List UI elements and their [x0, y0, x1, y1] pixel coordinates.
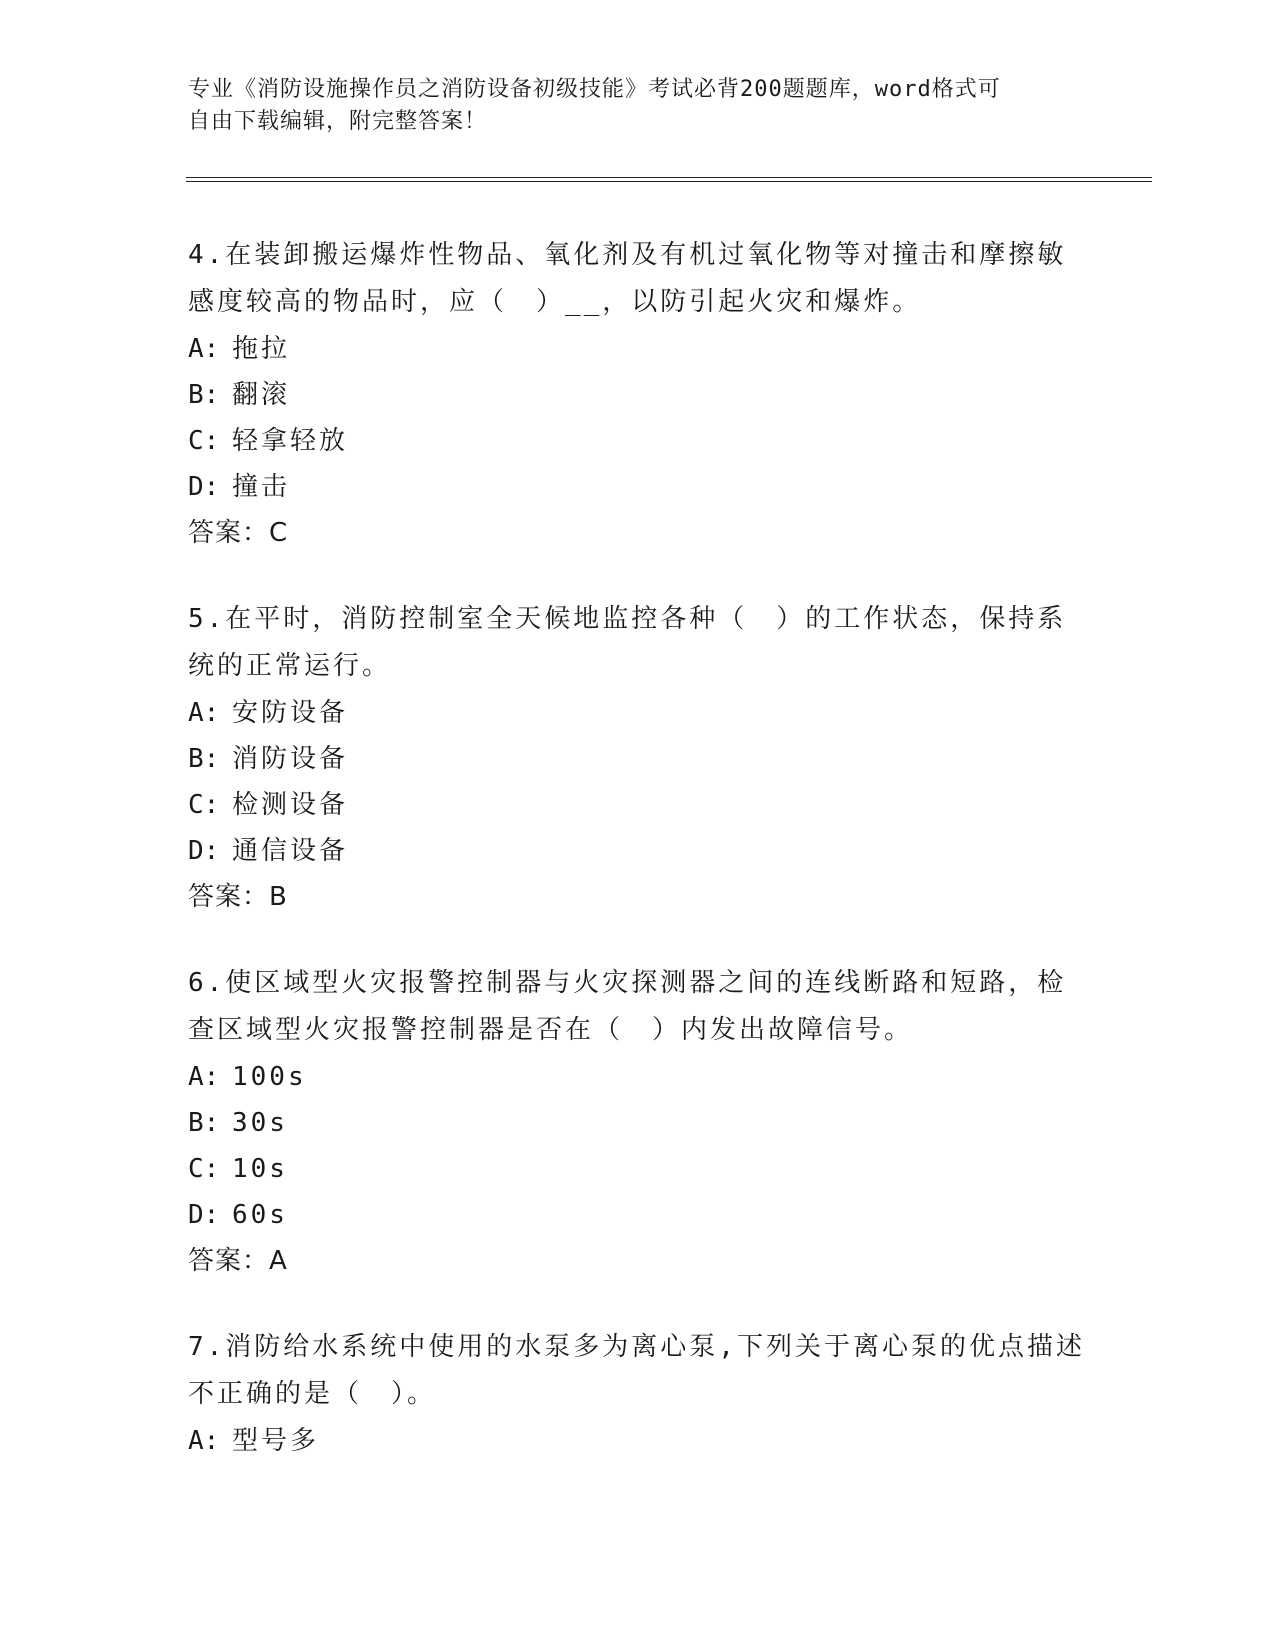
question-stem: [188, 596, 1088, 690]
question-stem-line-1: 6.使区域型火灾报警控制器与火灾探测器之间的连线断路和短路，检: [188, 968, 1067, 998]
option-key: D:: [188, 1200, 220, 1230]
option-key: A:: [188, 334, 220, 364]
option-c: [188, 418, 1088, 464]
option-text: 通信设备: [232, 836, 349, 866]
header-line-1: 专业《消防设施操作员之消防设备初级技能》考试必背200题题库，word格式可: [188, 77, 1001, 102]
option-text: 60s: [232, 1200, 288, 1230]
option-d: [188, 1192, 1088, 1238]
option-key: D:: [188, 472, 220, 502]
option-text: 消防设备: [232, 744, 349, 774]
option-a: [188, 1418, 1088, 1464]
question-stem-line-1: 7.消防给水系统中使用的水泵多为离心泵,下列关于离心泵的优点描述: [188, 1332, 1085, 1362]
header-divider: [186, 177, 1152, 182]
option-text: 翻滚: [232, 380, 291, 410]
option-b: [188, 1100, 1088, 1146]
option-key: C:: [188, 1154, 220, 1184]
option-key: B:: [188, 380, 220, 410]
question-4: [188, 232, 1088, 556]
option-text: 拖拉: [232, 334, 291, 364]
option-b: [188, 736, 1088, 782]
question-stem-line-1: 5.在平时，消防控制室全天候地监控各种（ ）的工作状态，保持系: [188, 604, 1067, 634]
option-text: 型号多: [232, 1426, 320, 1456]
question-6: [188, 960, 1088, 1284]
option-b: [188, 372, 1088, 418]
header-line-2: 自由下载编辑，附完整答案！: [188, 109, 488, 134]
option-key: C:: [188, 426, 220, 456]
option-d: [188, 828, 1088, 874]
question-stem-line-2: 不正确的是（ ）。: [188, 1379, 437, 1409]
option-text: 撞击: [232, 472, 291, 502]
option-text: 100s: [232, 1062, 307, 1092]
option-c: [188, 1146, 1088, 1192]
answer-line: 答案：A: [188, 1246, 288, 1276]
question-stem-line-2: 查区域型火灾报警控制器是否在（ ）内发出故障信号。: [188, 1015, 914, 1045]
option-text: 10s: [232, 1154, 288, 1184]
option-c: [188, 782, 1088, 828]
option-key: C:: [188, 790, 220, 820]
option-key: D:: [188, 836, 220, 866]
option-a: [188, 326, 1088, 372]
question-stem: [188, 1324, 1088, 1418]
question-stem-line-2: 统的正常运行。: [188, 651, 392, 681]
option-key: B:: [188, 744, 220, 774]
option-text: 检测设备: [232, 790, 349, 820]
question-stem-line-1: 4.在装卸搬运爆炸性物品、氧化剂及有机过氧化物等对撞击和摩擦敏: [188, 240, 1067, 270]
option-key: A:: [188, 1062, 220, 1092]
option-d: [188, 464, 1088, 510]
question-list: [188, 232, 1088, 1504]
option-key: B:: [188, 1108, 220, 1138]
question-stem: [188, 232, 1088, 326]
option-text: 安防设备: [232, 698, 349, 728]
answer-line: 答案：C: [188, 518, 289, 548]
question-stem: [188, 960, 1088, 1054]
option-text: 30s: [232, 1108, 288, 1138]
option-key: A:: [188, 698, 220, 728]
answer-line: 答案：B: [188, 882, 288, 912]
document-header: [188, 74, 1068, 138]
question-7: [188, 1324, 1088, 1464]
question-5: [188, 596, 1088, 920]
question-stem-line-2: 感度较高的物品时，应（ ）__，以防引起火灾和爆炸。: [188, 287, 922, 317]
option-a: [188, 690, 1088, 736]
option-text: 轻拿轻放: [232, 426, 349, 456]
option-a: [188, 1054, 1088, 1100]
option-key: A:: [188, 1426, 220, 1456]
